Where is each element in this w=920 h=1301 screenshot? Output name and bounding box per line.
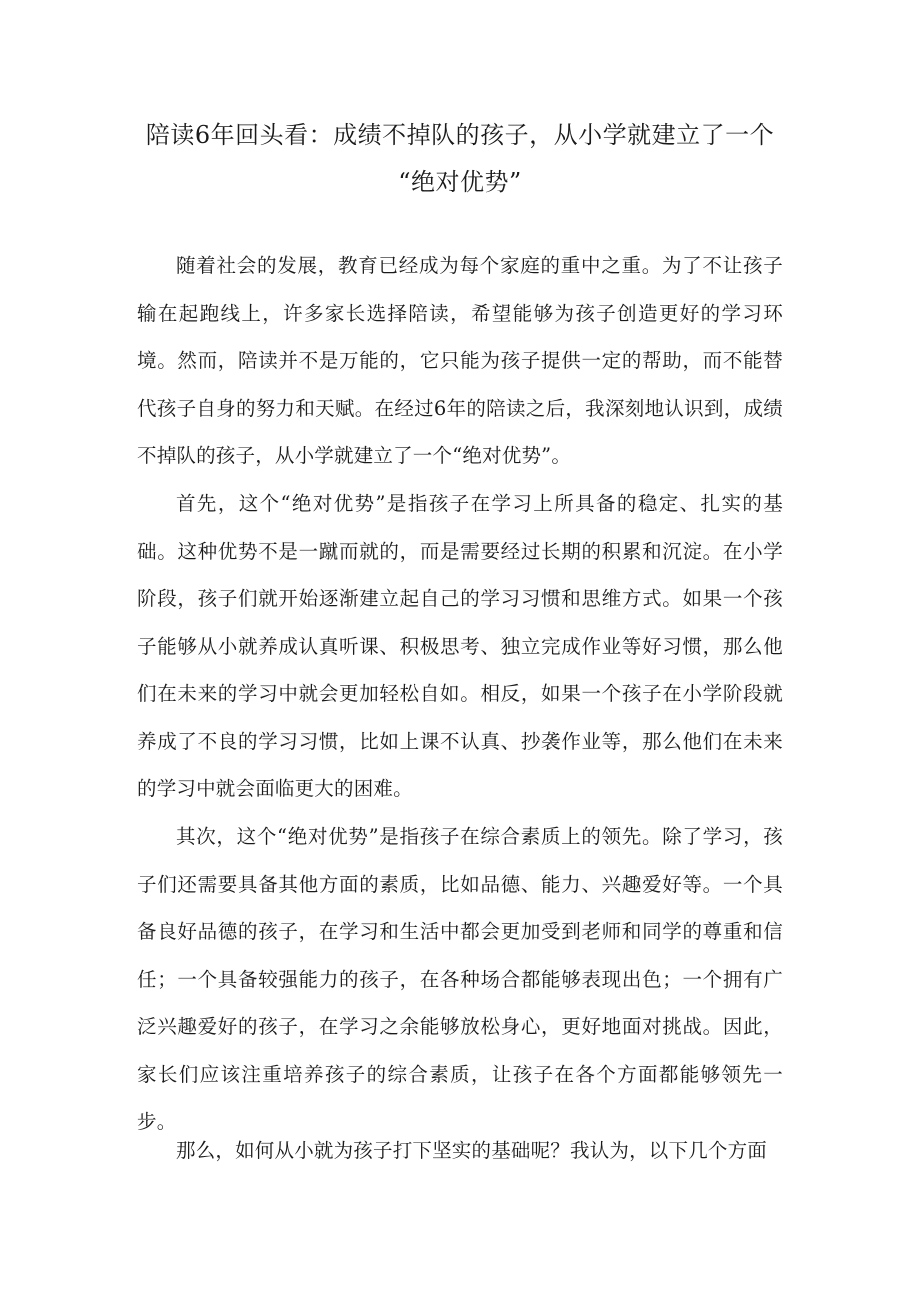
paragraph-1: 随着社会的发展，教育已经成为每个家庭的重中之重。为了不让孩子输在起跑线上，许多家长选择陪读，希望能够为孩子创造更好的学习环境。然而，陪读并不是万能的，它只能为孩子提供一定的帮助，而不能替代孩子自身的努力和天赋。在经过6年的陪读之后，我深刻地认识到，成绩不掉队的孩子，从小学就建立了一个“绝对优势”。: [137, 254, 783, 467]
paragraph-3: 其次，这个“绝对优势”是指孩子在综合素质上的领先。除了学习，孩子们还需要具备其他方面的素质，比如品德、能力、兴趣爱好等。一个具备良好品德的孩子，在学习和生活中都会更加受到老师和同学的尊重和信任；一个具备较强能力的孩子，在各种场合都能够表现出色；一个拥有广泛兴趣爱好的孩子，在学习之余能够放松身心，更好地面对挑战。因此，家长们应该注重培养孩子的综合素质，让孩子在各个方面都能够领先一步。: [137, 825, 783, 1133]
paragraph-2: 首先，这个“绝对优势”是指孩子在学习上所具备的稳定、扎实的基础。这种优势不是一蹴而就的，而是需要经过长期的积累和沉淀。在小学阶段，孩子们就开始逐渐建立起自己的学习习惯和思维方式。如果一个孩子能够从小就养成认真听课、积极思考、独立完成作业等好习惯，那么他们在未来的学习中就会更加轻松自如。相反，如果一个孩子在小学阶段就养成了不良的学习习惯，比如上课不认真、抄袭作业等，那么他们在未来的学习中就会面临更大的困难。: [137, 492, 783, 800]
title-line-1: 陪读6年回头看：成绩不掉队的孩子，从小学就建立了一个: [145, 121, 775, 149]
title-line-2: “绝对优势”: [398, 168, 522, 196]
paragraph-4: 那么，如何从小就为孩子打下坚实的基础呢？我认为，以下几个方面: [176, 1139, 768, 1162]
document-title: [120, 112, 800, 206]
